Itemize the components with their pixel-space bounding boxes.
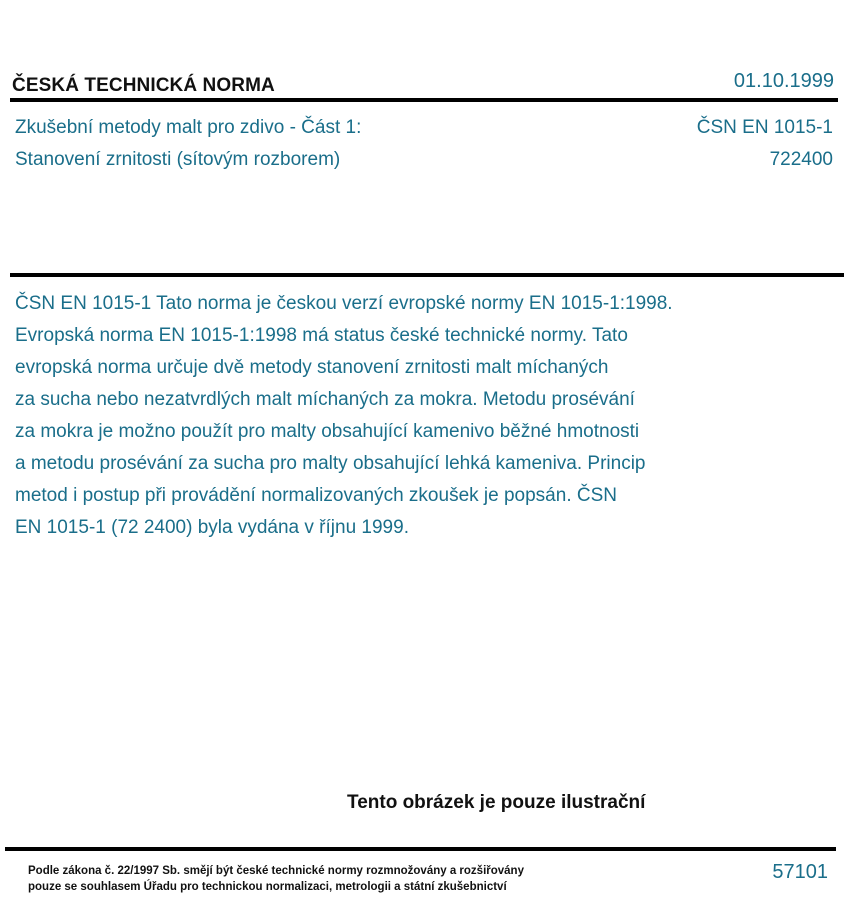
legal-notice-line-1: Podle zákona č. 22/1997 Sb. smějí být české technické normy rozmnožovány a rozšiřovány xyxy=(28,865,524,877)
document-header-title: ČESKÁ TECHNICKÁ NORMA xyxy=(12,75,275,96)
standard-title-line-2: Stanovení zrnitosti (sítovým rozborem) xyxy=(15,149,341,170)
page-number: 57101 xyxy=(772,861,828,883)
footer-divider xyxy=(5,847,836,851)
abstract-line: za sucha nebo nezatvrdlých malt míchaných za mokra. Metodu prosévání xyxy=(15,389,635,410)
legal-notice xyxy=(28,863,524,895)
standard-code: ČSN EN 1015-1 xyxy=(696,117,833,138)
legal-notice-line-2: pouze se souhlasem Úřadu pro technickou normalizaci, metrologii a státní zkušebnictví xyxy=(28,881,507,893)
section-divider xyxy=(10,273,844,277)
header-divider xyxy=(10,98,838,102)
issue-date: 01.10.1999 xyxy=(733,70,834,92)
abstract-line: evropská norma určuje dvě metody stanovení zrnitosti malt míchaných xyxy=(15,357,609,378)
abstract-line: Evropská norma EN 1015-1:1998 má status české technické normy. Tato xyxy=(15,325,628,346)
standard-title-line-1: Zkušební metody malt pro zdivo - Část 1: xyxy=(15,117,362,138)
abstract-line: ČSN EN 1015-1 Tato norma je českou verzí evropské normy EN 1015-1:1998. xyxy=(15,293,673,314)
abstract-line: za mokra je možno použít pro malty obsahující kamenivo běžné hmotnosti xyxy=(15,421,640,442)
illustration-disclaimer: Tento obrázek je pouze ilustrační xyxy=(347,792,646,813)
abstract-line: a metodu prosévání za sucha pro malty obsahující lehká kameniva. Princip xyxy=(15,453,646,474)
abstract-text xyxy=(15,288,775,544)
classification-number: 722400 xyxy=(769,149,833,170)
abstract-line: metod i postup při provádění normalizovaných zkoušek je popsán. ČSN xyxy=(15,485,617,506)
abstract-line: EN 1015-1 (72 2400) byla vydána v říjnu 1999. xyxy=(15,517,409,538)
